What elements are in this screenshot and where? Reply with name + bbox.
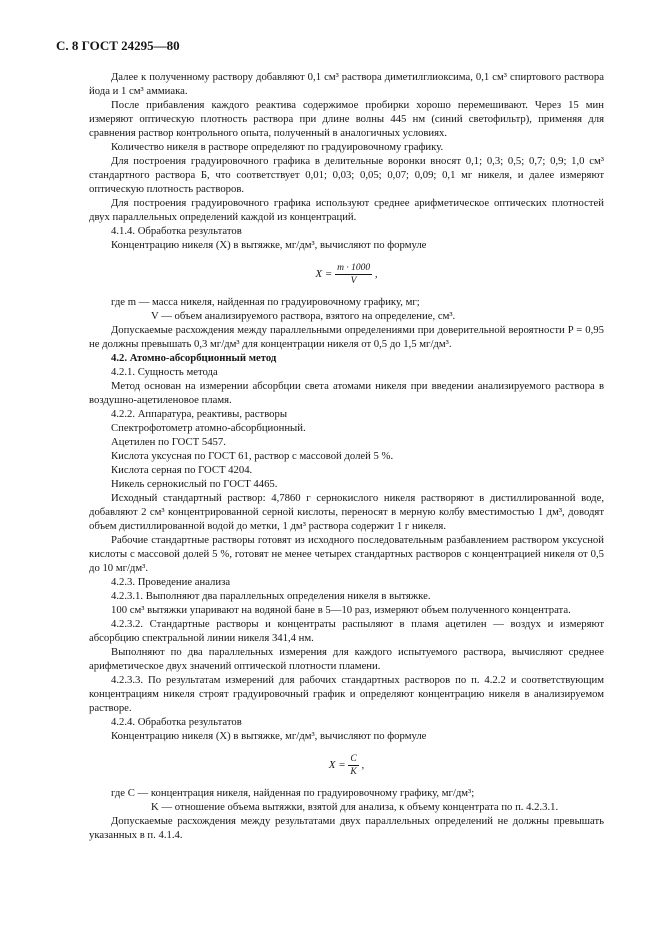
paragraph: Для построения градуировочного графика в делительные воронки вносят 0,1; 0,3; 0,5; 0,7; 0,9; 1,0 см³ стандартного раствора Б, что соответствует 0,01; 0,03; 0,05; 0,07; 0,09; 0,1 мг никеля, и далее измеряют оптическую плотность растворов. <box>89 155 604 195</box>
formula-tail: , <box>361 759 365 772</box>
fraction <box>348 753 358 778</box>
paragraph: где C — концентрация никеля, найденная по градуировочному графику, мг/дм³; <box>111 787 475 799</box>
fraction <box>335 262 372 287</box>
paragraph: 4.2.3.2. Стандартные растворы и концентраты распыляют в пламя ацетилен — воздух и измеряют абсорбцию спектральной линии никеля 341,4 нм. <box>89 618 604 644</box>
fraction-numerator: C <box>350 754 357 764</box>
paragraph: 100 см³ вытяжки упаривают на водяной бане в 5—10 раз, измеряют объем полученного концентрата. <box>111 604 571 616</box>
paragraph: Никель сернокислый по ГОСТ 4465. <box>111 478 278 490</box>
paragraph: Количество никеля в растворе определяют по градуировочному графику. <box>111 141 444 153</box>
section-heading: 4.1.4. Обработка результатов <box>111 225 242 237</box>
paragraph: Метод основан на измерении абсорбции света атомами никеля при введении анализируемого раствора в воздушно-ацетиленовое пламя. <box>89 380 604 406</box>
paragraph: После прибавления каждого реактива содержимое пробирки хорошо перемешивают. Через 15 мин измеряют оптическую плотность раствора при длине волны 445 нм (синий светофильтр), применяя для сравнения раствор контрольного опыта, полученный в аналогичных условиях. <box>89 99 604 139</box>
fraction-denominator: K <box>350 767 357 777</box>
page-header: С. 8 ГОСТ 24295—80 <box>56 38 180 53</box>
formula-2 <box>89 753 604 778</box>
paragraph: Рабочие стандартные растворы готовят из исходного последовательным разбавлением раствором уксусной кислоты с массовой долей 5 %, готовят не менее четырех стандартных растворов с концентрацией никеля от 0,5 до 10 мг/дм³. <box>89 534 604 574</box>
fraction-denominator: V <box>350 276 357 286</box>
paragraph: Ацетилен по ГОСТ 5457. <box>111 436 226 448</box>
paragraph: где m — масса никеля, найденная по градуировочному графику, мг; <box>111 296 420 308</box>
paragraph: Кислота серная по ГОСТ 4204. <box>111 464 253 476</box>
paragraph: Кислота уксусная по ГОСТ 61, раствор с массовой долей 5 %. <box>111 450 394 462</box>
paragraph: Концентрацию никеля (X) в вытяжке, мг/дм³, вычисляют по формуле <box>111 239 427 251</box>
paragraph: Спектрофотометр атомно-абсорбционный. <box>111 422 306 434</box>
paragraph: Выполняют по два параллельных измерения для каждого испытуемого раствора, вычисляют среднее арифметическое двух значений оптической плотности пламени. <box>89 646 604 672</box>
paragraph: 4.2.3.1. Выполняют два параллельных определения никеля в вытяжке. <box>111 590 431 602</box>
fraction-numerator: m · 1000 <box>337 263 371 273</box>
paragraph: Далее к полученному раствору добавляют 0,1 см³ раствора диметилглиоксима, 0,1 см³ спиртового раствора йода и 1 см³ аммиака. <box>89 71 604 97</box>
section-heading: 4.2.1. Сущность метода <box>111 366 218 378</box>
paragraph: V — объем анализируемого раствора, взятого на определение, см³. <box>151 310 456 322</box>
section-heading: 4.2. Атомно-абсорбционный метод <box>111 352 277 364</box>
section-heading: 4.2.3. Проведение анализа <box>111 576 231 588</box>
section-heading: 4.2.2. Аппаратура, реактивы, растворы <box>111 408 288 420</box>
paragraph: Допускаемые расхождения между результатами двух параллельных определений не должны превышать указанных в п. 4.1.4. <box>89 815 604 841</box>
section-heading: 4.2.4. Обработка результатов <box>111 716 242 728</box>
formula-tail: , <box>374 268 378 281</box>
document-body <box>89 70 604 842</box>
paragraph: 4.2.3.3. По результатам измерений для рабочих стандартных растворов по п. 4.2.2 и соответствующим концентрациям никеля строят градуировочный график и определяют концентрацию никеля в анализируемом растворе. <box>89 674 604 714</box>
paragraph: Допускаемые расхождения между параллельными определениями при доверительной вероятности P = 0,95 не должны превышать 0,3 мг/дм³ для концентрации никеля от 0,5 до 1,5 мг/дм³. <box>89 324 604 350</box>
formula-lhs: X = <box>328 759 346 772</box>
paragraph: Для построения градуировочного графика используют среднее арифметическое оптических плотностей двух параллельных определений каждой из концентраций. <box>89 197 604 223</box>
paragraph: Концентрацию никеля (X) в вытяжке, мг/дм³, вычисляют по формуле <box>111 730 427 742</box>
paragraph: Исходный стандартный раствор: 4,7860 г сернокислого никеля растворяют в дистиллированной воде, добавляют 2 см³ концентрированной серной кислоты, переносят в мерную колбу вместимостью 1 дм³, доводят объем дистиллированной водой до метки, 1 дм³ раствора содержит 1 г никеля. <box>89 492 604 532</box>
formula-lhs: X = <box>315 268 333 281</box>
formula-1 <box>89 262 604 287</box>
paragraph: K — отношение объема вытяжки, взятой для анализа, к объему концентрата по п. 4.2.3.1. <box>151 801 559 813</box>
